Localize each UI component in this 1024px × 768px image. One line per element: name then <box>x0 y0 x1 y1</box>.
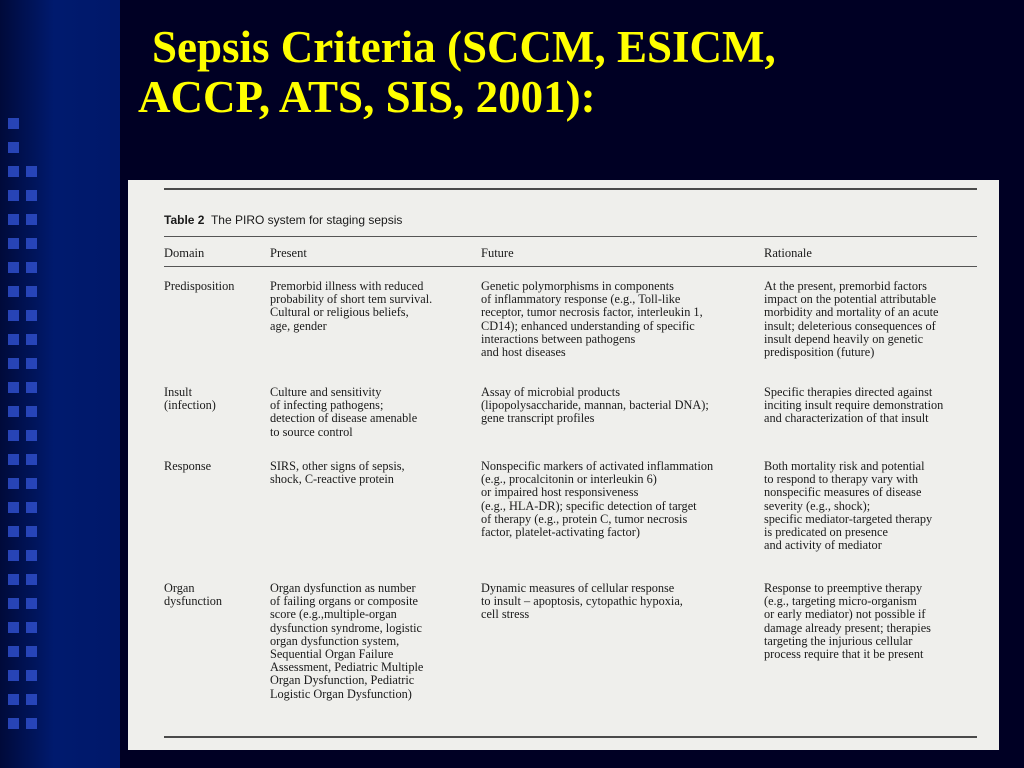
decorative-square <box>26 502 37 513</box>
decorative-square <box>8 358 19 369</box>
row-response-future: Nonspecific markers of activated inflammation (e.g., procalcitonin or interleukin 6) or impaired host responsiveness (e.g., HLA-DR); specific detection of target of therapy (e.g., protein C, tumor necrosis factor, platelet-activating factor) <box>481 459 714 540</box>
table-top-rule <box>164 188 977 190</box>
decorative-square <box>26 478 37 489</box>
piro-table-image <box>128 180 999 750</box>
decorative-square <box>8 382 19 393</box>
decorative-square <box>8 454 19 465</box>
header-bottom-rule <box>164 266 977 267</box>
decorative-square <box>8 190 19 201</box>
header-rationale: Rationale <box>764 246 812 260</box>
row-organ-dysfunction-future: Dynamic measures of cellular response to insult – apoptosis, cytopathic hypoxia, cell stress <box>481 581 683 622</box>
decorative-square <box>8 262 19 273</box>
decorative-square <box>8 406 19 417</box>
header-top-rule <box>164 236 977 237</box>
table-label: Table 2 <box>164 213 205 227</box>
decorative-square <box>8 694 19 705</box>
row-insult-future: Assay of microbial products (lipopolysaccharide, mannan, bacterial DNA); gene transcript profiles <box>481 385 709 426</box>
decorative-square <box>26 238 37 249</box>
decorative-square <box>8 550 19 561</box>
table-caption <box>164 212 402 228</box>
left-decorative-band <box>0 0 120 768</box>
decorative-square <box>26 550 37 561</box>
row-organ-dysfunction-domain: Organ dysfunction <box>164 581 223 609</box>
decorative-square <box>26 574 37 585</box>
decorative-square <box>26 718 37 729</box>
slide-title-line-2: ACCP, ATS, SIS, 2001): <box>138 72 596 122</box>
row-insult-present: Culture and sensitivity of infecting pathogens; detection of disease amenable to source control <box>270 385 418 439</box>
row-organ-dysfunction-present: Organ dysfunction as number of failing organs or composite score (e.g.,multiple-organ dysfunction syndrome, logistic organ dysfunction system, Sequential Organ Failure Assessment, Pediatric Multiple Organ Dysfunction, Pediatric Logistic Organ Dysfunction) <box>270 581 424 701</box>
decorative-square <box>8 286 19 297</box>
decorative-square <box>26 694 37 705</box>
decorative-square <box>8 142 19 153</box>
decorative-square <box>26 454 37 465</box>
decorative-square <box>26 382 37 393</box>
decorative-square <box>8 670 19 681</box>
decorative-square <box>26 310 37 321</box>
decorative-square <box>8 574 19 585</box>
decorative-square <box>26 214 37 225</box>
row-predisposition-future: Genetic polymorphisms in components of inflammatory response (e.g., Toll-like receptor, tumor necrosis factor, interleukin 1, CD14); enhanced understanding of specific interactions between pathogens and host diseases <box>481 279 703 360</box>
decorative-square <box>26 406 37 417</box>
decorative-square <box>26 262 37 273</box>
decorative-square <box>26 598 37 609</box>
row-predisposition-present: Premorbid illness with reduced probability of short tem survival. Cultural or religious beliefs, age, gender <box>270 279 433 333</box>
decorative-square <box>8 718 19 729</box>
decorative-square <box>8 646 19 657</box>
table-caption-text: The PIRO system for staging sepsis <box>210 213 403 227</box>
slide-title-line-1: Sepsis Criteria (SCCM, ESICM, <box>152 22 776 72</box>
decorative-square <box>8 526 19 537</box>
decorative-square <box>8 238 19 249</box>
row-insult-domain: Insult (infection) <box>164 385 216 413</box>
slide-title <box>138 22 998 122</box>
decorative-square <box>26 166 37 177</box>
decorative-squares <box>0 118 40 768</box>
decorative-square <box>8 598 19 609</box>
decorative-square <box>8 622 19 633</box>
decorative-square <box>8 430 19 441</box>
row-organ-dysfunction-rationale: Response to preemptive therapy (e.g., targeting micro-organism or early mediator) not possible if damage already present; therapies targeting the injurious cellular process require that it be present <box>764 581 931 662</box>
decorative-square <box>26 670 37 681</box>
row-predisposition-domain: Predisposition <box>164 279 235 293</box>
decorative-square <box>8 334 19 345</box>
decorative-square <box>26 622 37 633</box>
decorative-square <box>26 334 37 345</box>
header-present: Present <box>270 246 307 260</box>
decorative-square <box>8 118 19 129</box>
decorative-square <box>8 502 19 513</box>
row-response-present: SIRS, other signs of sepsis, shock, C-reactive protein <box>270 459 405 487</box>
header-future: Future <box>481 246 514 260</box>
decorative-square <box>26 286 37 297</box>
row-predisposition-rationale: At the present, premorbid factors impact on the potential attributable morbidity and mortality of an acute insult; deleterious consequences of insult depend heavily on genetic predisposition (future) <box>764 279 939 360</box>
decorative-square <box>26 526 37 537</box>
decorative-square <box>8 214 19 225</box>
decorative-square <box>8 166 19 177</box>
decorative-square <box>26 358 37 369</box>
header-domain: Domain <box>164 246 205 260</box>
decorative-square <box>8 478 19 489</box>
row-response-rationale: Both mortality risk and potential to respond to therapy vary with nonspecific measures of disease severity (e.g., shock); specific mediator-targeted therapy is predicated on presence and activity of mediator <box>764 459 933 553</box>
decorative-square <box>8 310 19 321</box>
decorative-square <box>26 646 37 657</box>
row-insult-rationale: Specific therapies directed against inciting insult require demonstration and characterization of that insult <box>764 385 944 426</box>
decorative-square <box>26 190 37 201</box>
table-bottom-rule <box>164 736 977 738</box>
row-response-domain: Response <box>164 459 212 473</box>
decorative-square <box>26 430 37 441</box>
